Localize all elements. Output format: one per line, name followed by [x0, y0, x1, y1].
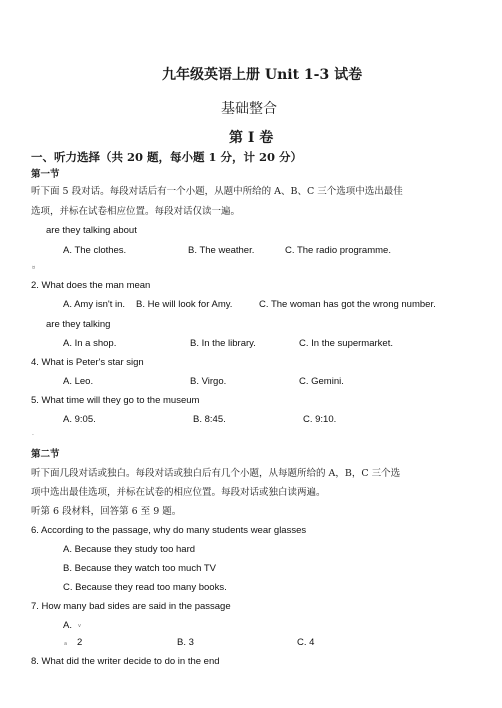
q4-option-b: B. Virgo. — [190, 376, 227, 387]
part2-instruction-line3: 听第 6 段材料，回答第 6 至 9 题。 — [31, 506, 182, 517]
part2-label: 第二节 — [31, 449, 60, 460]
q5-option-c: C. 9:10. — [303, 414, 337, 425]
q7-stray-mark-v: v — [78, 623, 81, 629]
q4-option-c: C. Gemini. — [299, 376, 344, 387]
part1-instruction-line1: 听下面 5 段对话。每段对话后有一个小题，从题中所给的 A、B、C 三个选项中选出最佳 — [31, 186, 403, 197]
q7-stray-mark-a: a — [64, 641, 68, 647]
volume-heading: 第 I 卷 — [229, 130, 274, 146]
q5-stem: 5. What time will they go to the museum — [31, 395, 200, 406]
q3-stem: are they talking — [46, 319, 111, 330]
q7-stem: 7. How many bad sides are said in the passage — [31, 601, 231, 612]
part2-instruction-line1: 听下面几段对话或独白。每段对话或独白后有几个小题，从每题所给的 A，B，C 三个选 — [31, 468, 401, 479]
q1-stem: are they talking about — [46, 225, 137, 236]
exam-subtitle: 基础整合 — [221, 101, 277, 117]
q4-option-a: A. Leo. — [63, 376, 94, 387]
q7-option-a-value: 2 — [77, 637, 83, 648]
q7-option-a-label: A. — [63, 620, 72, 631]
part2-instruction-line2: 项中选出最佳选项，并标在试卷的相应位置。每段对话或独白读两遍。 — [31, 487, 326, 498]
q1-option-a: A. The clothes. — [63, 245, 127, 256]
q1-option-b: B. The weather. — [188, 245, 255, 256]
q2-stem: 2. What does the man mean — [31, 280, 151, 291]
part1-instruction-line2: 选项，并标在试卷相应位置。每段对话仅读一遍。 — [31, 206, 241, 217]
part1-label: 第一节 — [31, 169, 60, 180]
q6-stem: 6. According to the passage, why do many students wear glasses — [31, 525, 307, 536]
q2-option-b: B. He will look for Amy. — [136, 299, 233, 310]
q5-option-b: B. 8:45. — [193, 414, 226, 425]
q8-stem: 8. What did the writer decide to do in the end — [31, 656, 220, 667]
q7-option-c: C. 4 — [297, 637, 315, 648]
q6-option-b: B. Because they watch too much TV — [63, 563, 216, 574]
q5-option-a: A. 9:05. — [63, 414, 96, 425]
exam-title: 九年级英语上册 Unit 1-3 试卷 — [162, 67, 363, 83]
stray-mark-1: ¤ — [32, 265, 36, 271]
q6-option-a: A. Because they study too hard — [63, 544, 196, 555]
q3-option-c: C. In the supermarket. — [299, 338, 393, 349]
q3-option-a: A. In a shop. — [63, 338, 117, 349]
section-heading: 一、听力选择（共 20 题，每小题 1 分，计 20 分） — [31, 150, 303, 164]
q2-option-a: A. Amy isn't in. — [63, 299, 126, 310]
q3-option-b: B. In the library. — [190, 338, 256, 349]
q2-option-c: C. The woman has got the wrong number. — [259, 299, 436, 310]
q6-option-c: C. Because they read too many books. — [63, 582, 227, 593]
q4-stem: 4. What is Peter's star sign — [31, 357, 144, 368]
q1-option-c: C. The radio programme. — [285, 245, 391, 256]
q7-option-b: B. 3 — [177, 637, 194, 648]
stray-mark-2: - — [32, 432, 34, 438]
